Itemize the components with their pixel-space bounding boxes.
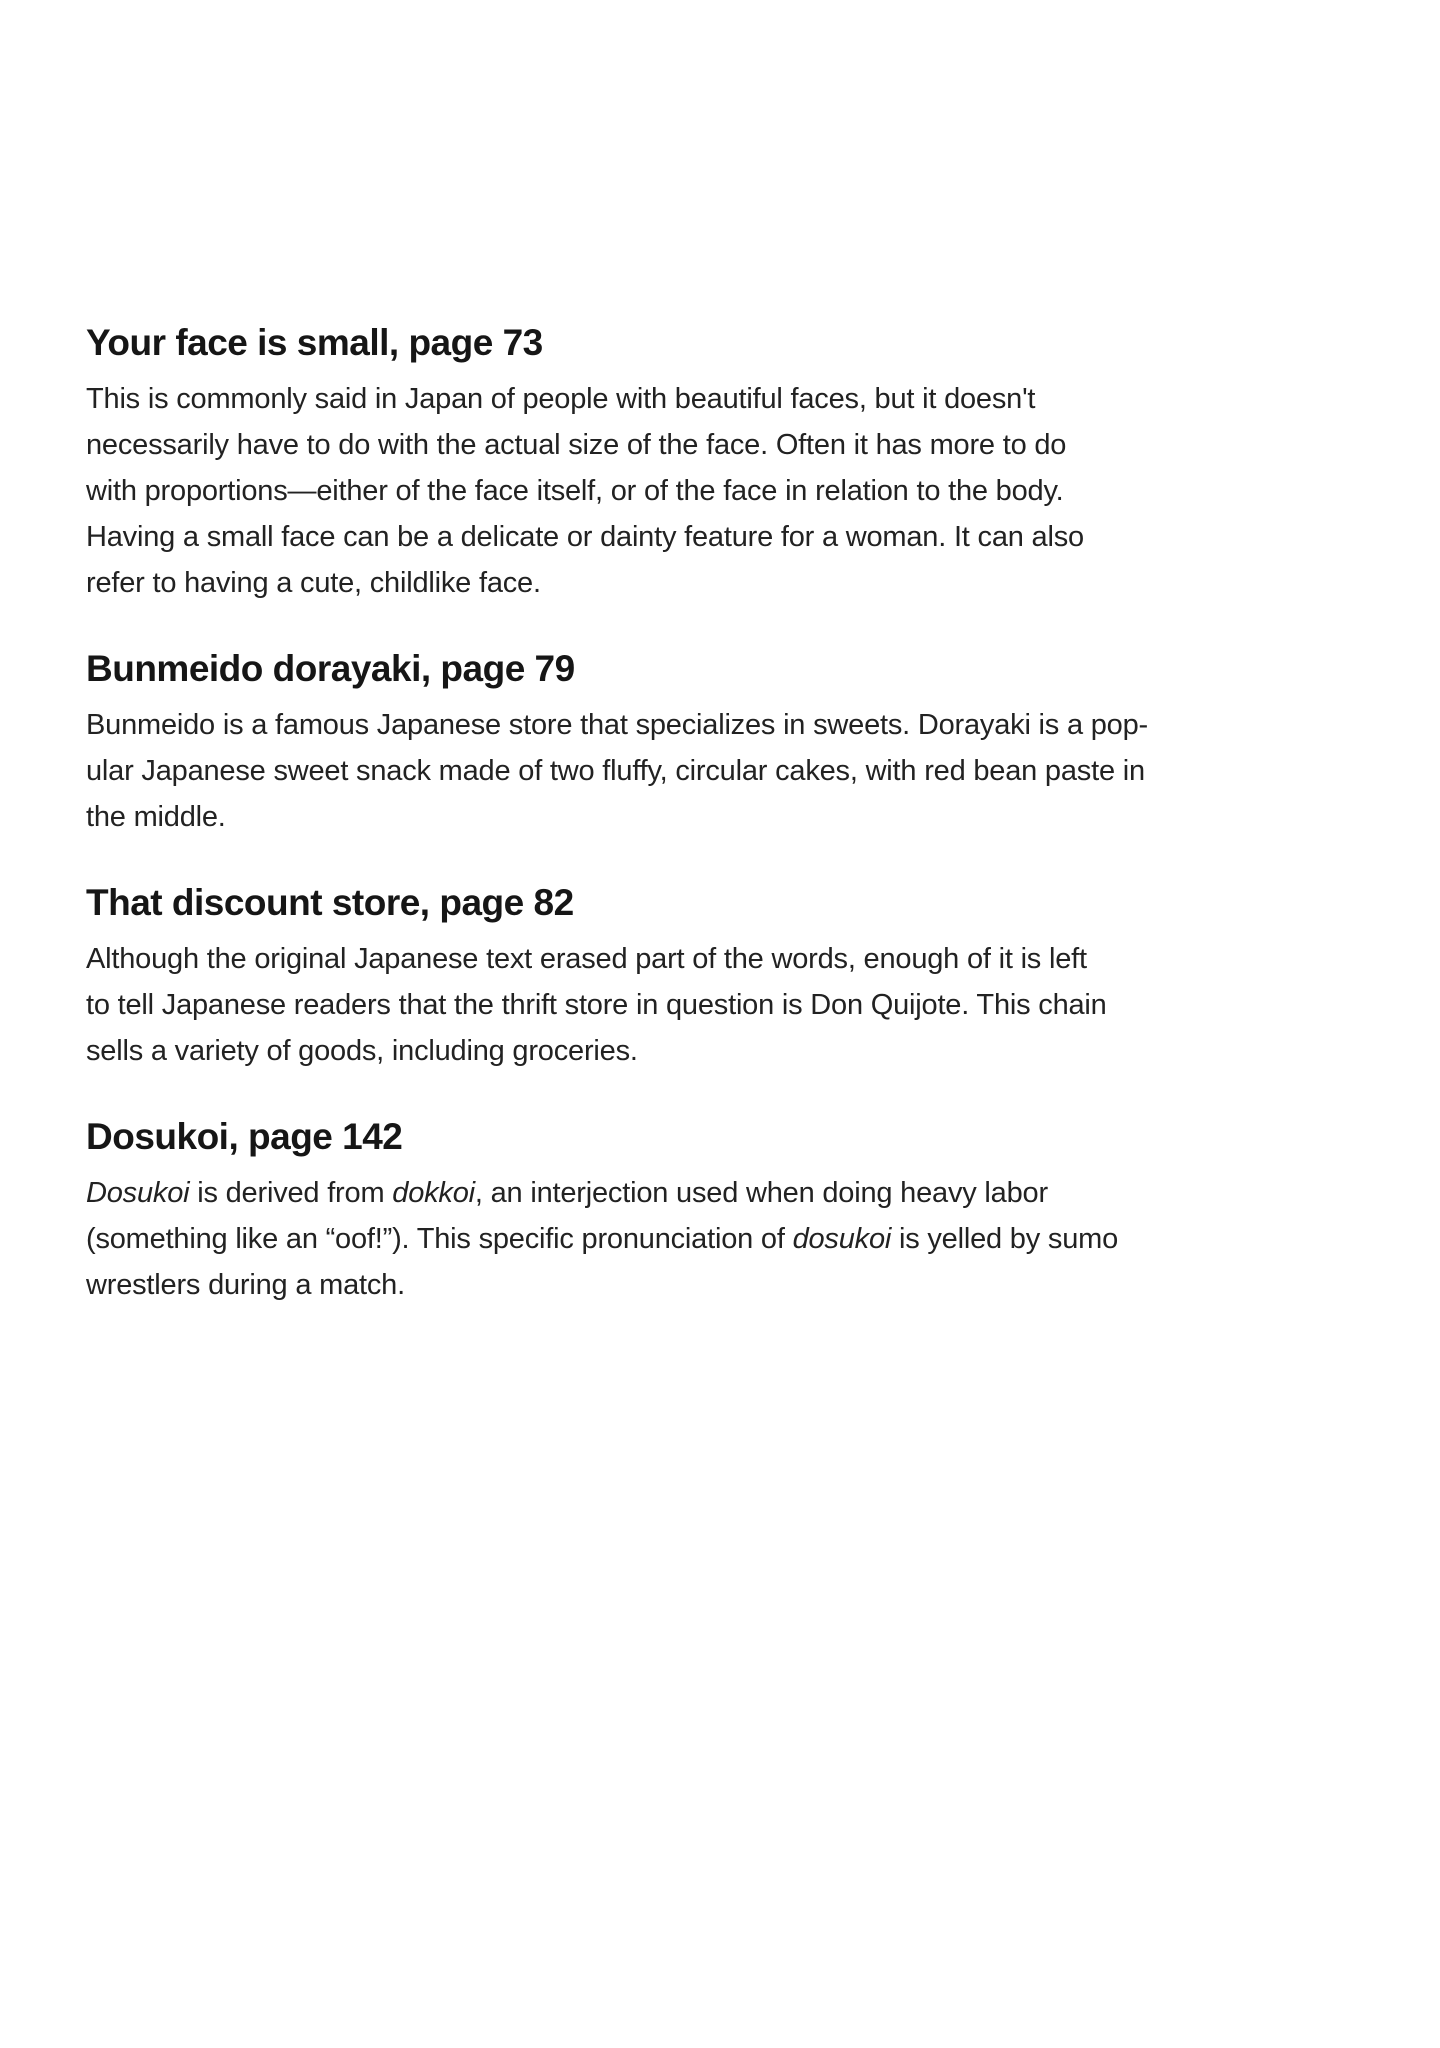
note-section — [86, 878, 1350, 1074]
text-segment: (something like an “oof!”). This specific pronunciation of — [86, 1223, 793, 1255]
text-segment: sells a variety of goods, including groceries. — [86, 1035, 638, 1067]
note-heading: Bunmeido dorayaki, page 79 — [86, 648, 575, 689]
text-segment: Bunmeido is a famous Japanese store that specializes in sweets. Dorayaki is a pop- — [86, 709, 1148, 741]
text-segment: Having a small face can be a delicate or dainty feature for a woman. It can also — [86, 521, 1084, 553]
italic-text-segment: dokkoi — [392, 1177, 475, 1209]
italic-text-segment: Dosukoi — [86, 1177, 190, 1209]
note-section — [86, 644, 1350, 840]
note-paragraph — [86, 702, 1350, 840]
paragraph-line — [86, 936, 1350, 982]
italic-text-segment: dosukoi — [792, 1223, 892, 1255]
text-segment: to tell Japanese readers that the thrift store in question is Don Quijote. This chain — [86, 989, 1107, 1021]
paragraph-line — [86, 982, 1350, 1028]
paragraph-line — [86, 422, 1350, 468]
text-segment: , an interjection used when doing heavy labor — [474, 1177, 1048, 1209]
text-segment: wrestlers during a match. — [86, 1269, 405, 1301]
paragraph-line — [86, 560, 1350, 606]
text-segment: with proportions—either of the face itself, or of the face in relation to the body. — [86, 475, 1064, 507]
text-segment: Although the original Japanese text erased part of the words, enough of it is left — [86, 943, 1087, 975]
paragraph-line — [86, 514, 1350, 560]
note-section — [86, 1112, 1350, 1308]
text-segment: ular Japanese sweet snack made of two fluffy, circular cakes, with red bean paste in — [86, 755, 1145, 787]
paragraph-line — [86, 1262, 1350, 1308]
notes-container — [86, 318, 1350, 1308]
note-paragraph — [86, 376, 1350, 606]
note-heading: That discount store, page 82 — [86, 882, 574, 923]
note-heading: Dosukoi, page 142 — [86, 1116, 403, 1157]
note-paragraph — [86, 936, 1350, 1074]
note-heading: Your face is small, page 73 — [86, 322, 543, 363]
paragraph-line — [86, 1170, 1350, 1216]
note-section — [86, 318, 1350, 606]
paragraph-line — [86, 794, 1350, 840]
paragraph-line — [86, 1216, 1350, 1262]
paragraph-line — [86, 1028, 1350, 1074]
text-segment: This is commonly said in Japan of people with beautiful faces, but it doesn't — [86, 383, 1036, 415]
text-segment: is derived from — [189, 1177, 393, 1209]
text-segment: necessarily have to do with the actual size of the face. Often it has more to do — [86, 429, 1067, 461]
text-segment: refer to having a cute, childlike face. — [86, 567, 541, 599]
paragraph-line — [86, 702, 1350, 748]
paragraph-line — [86, 468, 1350, 514]
note-paragraph — [86, 1170, 1350, 1308]
paragraph-line — [86, 748, 1350, 794]
text-segment: the middle. — [86, 801, 226, 833]
paragraph-line — [86, 376, 1350, 422]
text-segment: is yelled by sumo — [891, 1223, 1119, 1255]
